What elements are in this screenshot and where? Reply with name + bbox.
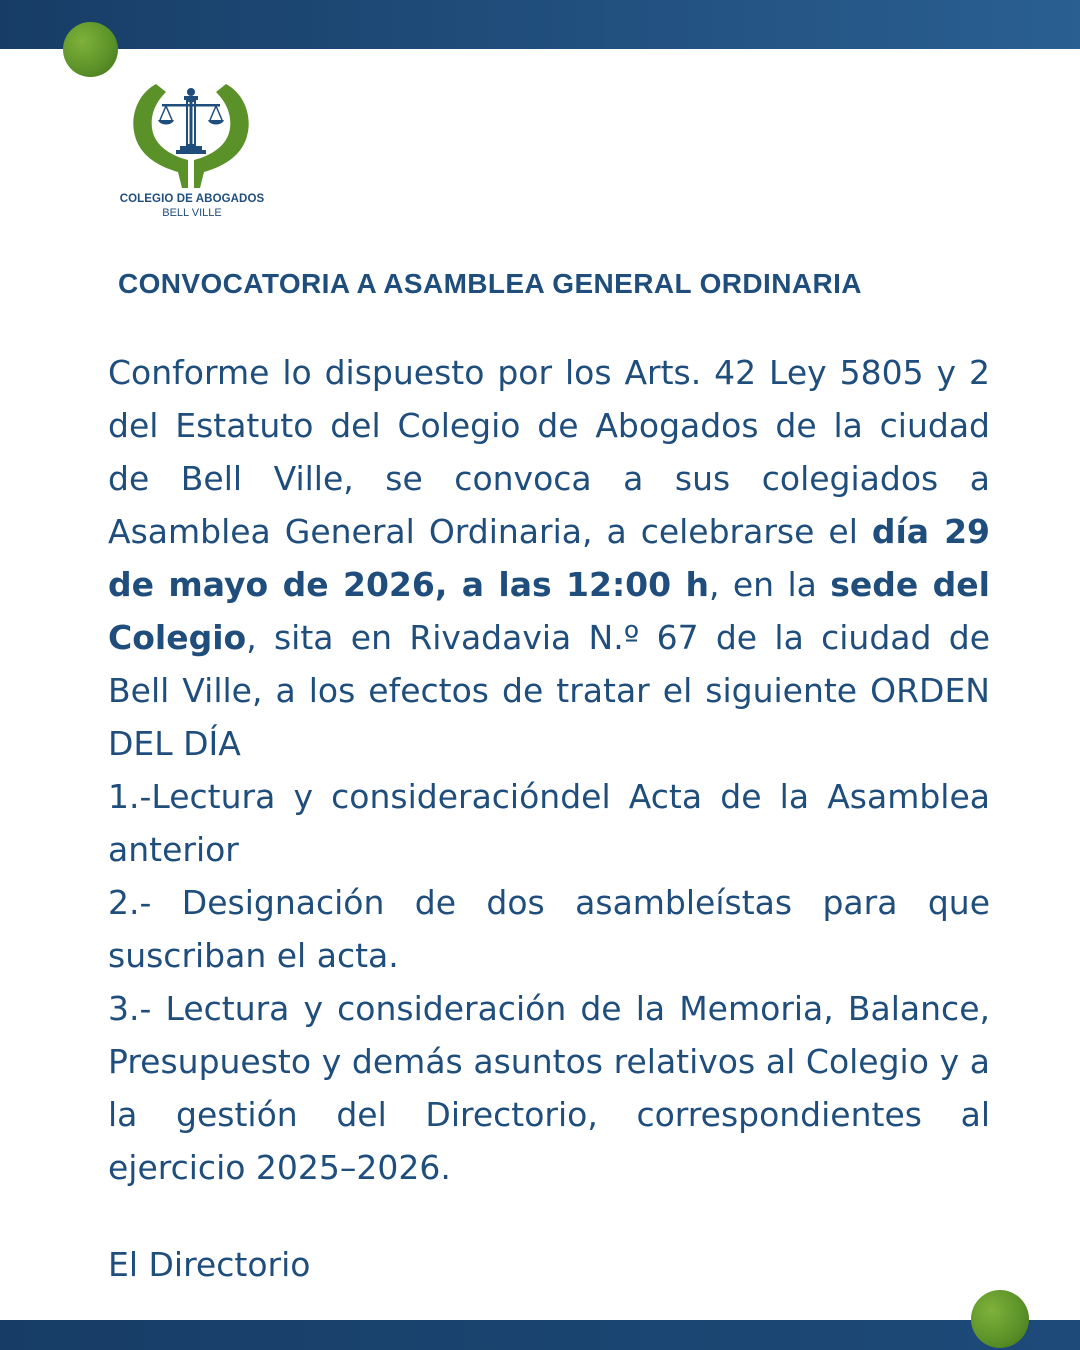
logo-city: BELL VILLE <box>162 207 222 219</box>
logo-name: COLEGIO DE ABOGADOS <box>119 193 265 205</box>
announcement-body <box>108 346 990 1194</box>
top-banner-bar <box>0 0 1080 49</box>
bottom-banner-bar <box>0 1320 1080 1350</box>
meeting-date: día 29 de mayo de 2026, a las 12:00 h <box>108 512 990 604</box>
scales-of-justice-hands-icon <box>126 76 256 191</box>
green-dot-decoration <box>63 22 118 77</box>
page-title: CONVOCATORIA A ASAMBLEA GENERAL ORDINARIA <box>118 268 862 299</box>
logo <box>112 72 272 232</box>
meeting-place: sede del Colegio <box>108 565 990 657</box>
intro-text-2: , en la <box>708 565 831 604</box>
intro-text-3: , sita en Rivadavia N.º 67 de la ciudad de Bell Ville, a los efectos de tratar el siguiente ORDEN DEL DÍA <box>108 618 990 763</box>
intro-paragraph <box>108 346 990 770</box>
agenda-item: 1.-Lectura y consideracióndel Acta de la Asamblea anterior <box>108 777 990 869</box>
green-dot-decoration <box>971 1290 1029 1348</box>
signature: El Directorio <box>108 1245 311 1284</box>
agenda-item: 3.- Lectura y consideración de la Memoria, Balance, Presupuesto y demás asuntos relativos al Colegio y a la gestión del Directorio, correspondientes al ejercicio 2025–2026. <box>108 989 990 1187</box>
intro-text-1: Conforme lo dispuesto por los Arts. 42 Ley 5805 y 2 del Estatuto del Colegio de Abogados de la ciudad de Bell Ville, se convoca a sus colegiados a Asamblea General Ordinaria, a celebrarse el <box>108 353 990 551</box>
agenda-item: 2.- Designación de dos asambleístas para que suscriban el acta. <box>108 883 990 975</box>
